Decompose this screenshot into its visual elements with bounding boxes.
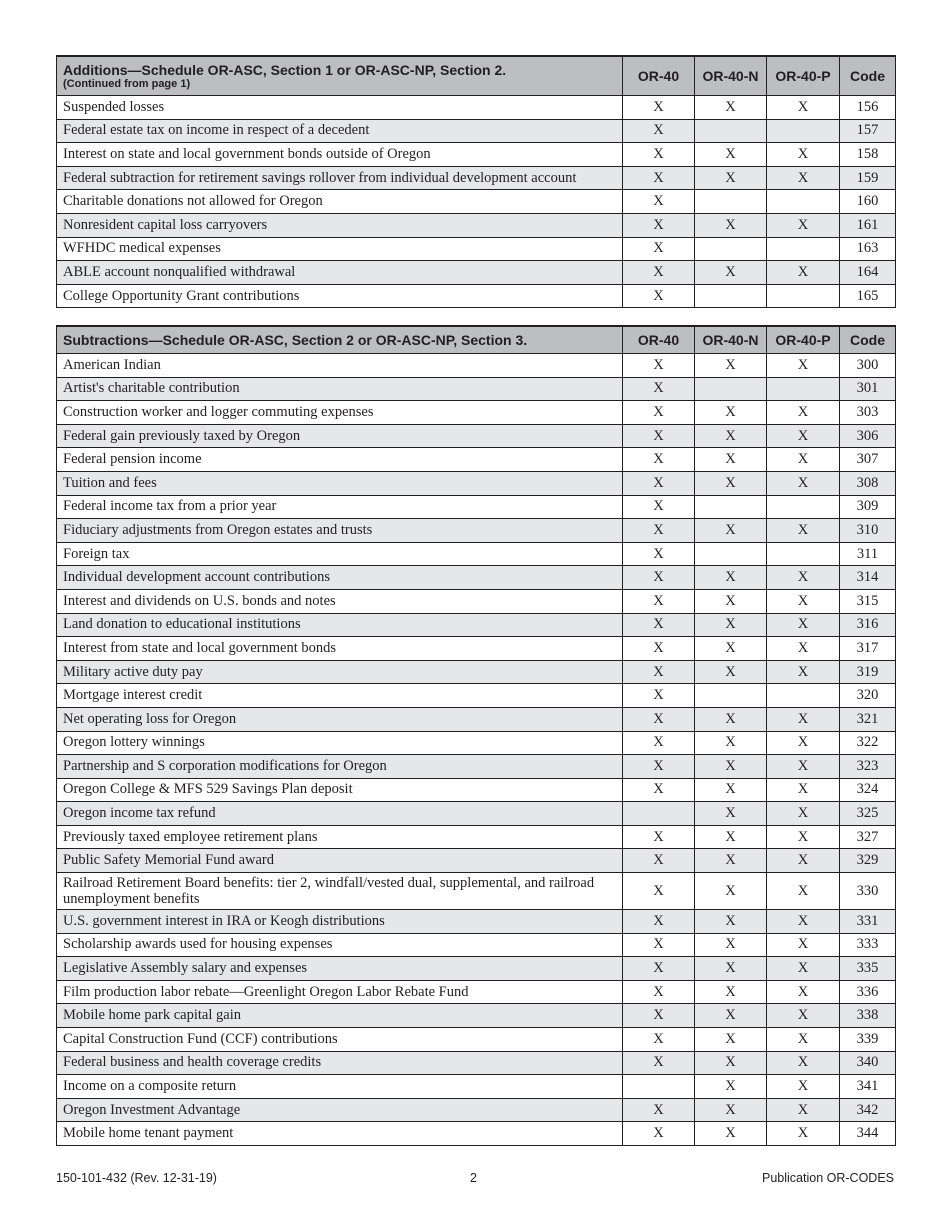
row-or40n-mark: X: [695, 731, 767, 755]
row-or40p-mark: X: [767, 910, 840, 934]
table-row: [57, 613, 896, 637]
table-row: [57, 566, 896, 590]
row-or40-mark: X: [623, 637, 695, 661]
row-or40n-mark: X: [695, 1051, 767, 1075]
column-header-or40: OR-40: [623, 56, 695, 96]
row-description: Construction worker and logger commuting expenses: [57, 401, 623, 425]
column-header-or40n: OR-40-N: [695, 326, 767, 354]
table-row: [57, 190, 896, 214]
row-or40p-mark: X: [767, 613, 840, 637]
row-description: Capital Construction Fund (CCF) contributions: [57, 1028, 623, 1052]
row-or40n-mark: X: [695, 1075, 767, 1099]
row-code: 327: [840, 825, 896, 849]
row-code: 333: [840, 933, 896, 957]
column-header-or40p: OR-40-P: [767, 326, 840, 354]
row-code: 307: [840, 448, 896, 472]
table-row: [57, 589, 896, 613]
row-or40-mark: X: [623, 778, 695, 802]
row-or40n-mark: [695, 284, 767, 308]
row-or40-mark: X: [623, 424, 695, 448]
table-row: [57, 424, 896, 448]
row-code: 163: [840, 237, 896, 261]
row-or40-mark: X: [623, 519, 695, 543]
row-or40n-mark: [695, 684, 767, 708]
row-code: 309: [840, 495, 896, 519]
table-row: [57, 377, 896, 401]
row-or40-mark: X: [623, 849, 695, 873]
table-row: [57, 1122, 896, 1146]
row-code: 322: [840, 731, 896, 755]
row-code: 341: [840, 1075, 896, 1099]
row-description: Mobile home tenant payment: [57, 1122, 623, 1146]
row-or40-mark: X: [623, 213, 695, 237]
subtractions-body: [57, 354, 896, 1146]
row-or40p-mark: X: [767, 933, 840, 957]
row-code: 323: [840, 755, 896, 779]
row-description: Federal pension income: [57, 448, 623, 472]
row-or40n-mark: X: [695, 519, 767, 543]
row-code: 157: [840, 119, 896, 143]
row-or40-mark: X: [623, 873, 695, 910]
row-description: Federal estate tax on income in respect of a decedent: [57, 119, 623, 143]
row-or40p-mark: X: [767, 401, 840, 425]
row-description: Artist's charitable contribution: [57, 377, 623, 401]
row-or40n-mark: X: [695, 1028, 767, 1052]
row-code: 160: [840, 190, 896, 214]
row-or40p-mark: X: [767, 448, 840, 472]
row-or40p-mark: X: [767, 660, 840, 684]
row-description: Partnership and S corporation modifications for Oregon: [57, 755, 623, 779]
row-or40n-mark: X: [695, 849, 767, 873]
row-or40p-mark: X: [767, 589, 840, 613]
row-code: 303: [840, 401, 896, 425]
row-or40n-mark: X: [695, 1122, 767, 1146]
additions-subtitle: (Continued from page 1): [63, 77, 191, 90]
row-or40n-mark: X: [695, 354, 767, 378]
row-or40p-mark: X: [767, 637, 840, 661]
row-or40-mark: X: [623, 566, 695, 590]
row-description: Individual development account contributions: [57, 566, 623, 590]
table-row: [57, 448, 896, 472]
page-number: 2: [470, 1171, 477, 1185]
row-or40-mark: X: [623, 684, 695, 708]
row-code: 329: [840, 849, 896, 873]
table-row: [57, 660, 896, 684]
row-description: Mobile home park capital gain: [57, 1004, 623, 1028]
row-code: 335: [840, 957, 896, 981]
row-or40n-mark: [695, 190, 767, 214]
row-description: Interest from state and local government bonds: [57, 637, 623, 661]
table-row: [57, 802, 896, 826]
row-description: Federal gain previously taxed by Oregon: [57, 424, 623, 448]
row-or40-mark: X: [623, 731, 695, 755]
row-or40n-mark: [695, 377, 767, 401]
row-code: 321: [840, 707, 896, 731]
row-code: 315: [840, 589, 896, 613]
row-or40-mark: X: [623, 1004, 695, 1028]
row-description: College Opportunity Grant contributions: [57, 284, 623, 308]
row-or40p-mark: X: [767, 825, 840, 849]
table-row: [57, 1075, 896, 1099]
table-row: [57, 707, 896, 731]
row-or40p-mark: X: [767, 1098, 840, 1122]
table-row: [57, 213, 896, 237]
row-or40-mark: X: [623, 377, 695, 401]
row-or40p-mark: X: [767, 213, 840, 237]
row-code: 159: [840, 166, 896, 190]
table-row: [57, 755, 896, 779]
row-description: Federal income tax from a prior year: [57, 495, 623, 519]
table-row: [57, 910, 896, 934]
row-or40n-mark: [695, 542, 767, 566]
row-or40p-mark: [767, 377, 840, 401]
row-or40n-mark: X: [695, 143, 767, 167]
row-or40-mark: X: [623, 143, 695, 167]
row-or40-mark: X: [623, 1051, 695, 1075]
row-description: Scholarship awards used for housing expenses: [57, 933, 623, 957]
row-or40n-mark: X: [695, 933, 767, 957]
row-or40p-mark: X: [767, 802, 840, 826]
row-description: Charitable donations not allowed for Oregon: [57, 190, 623, 214]
row-or40-mark: [623, 802, 695, 826]
subtractions-table: [56, 325, 896, 1146]
row-description: Oregon College & MFS 529 Savings Plan deposit: [57, 778, 623, 802]
row-or40p-mark: X: [767, 261, 840, 285]
table-row: [57, 873, 896, 910]
form-number: 150-101-432 (Rev. 12-31-19): [56, 1171, 217, 1185]
row-or40-mark: X: [623, 980, 695, 1004]
row-description: Tuition and fees: [57, 471, 623, 495]
row-code: 165: [840, 284, 896, 308]
row-or40n-mark: X: [695, 873, 767, 910]
row-description: Interest and dividends on U.S. bonds and notes: [57, 589, 623, 613]
row-code: 330: [840, 873, 896, 910]
row-or40-mark: X: [623, 96, 695, 120]
row-or40p-mark: X: [767, 471, 840, 495]
table-row: [57, 119, 896, 143]
row-or40-mark: X: [623, 495, 695, 519]
row-description: Legislative Assembly salary and expenses: [57, 957, 623, 981]
row-or40n-mark: X: [695, 825, 767, 849]
row-description: Federal subtraction for retirement savings rollover from individual development account: [57, 166, 623, 190]
table-row: [57, 637, 896, 661]
row-or40n-mark: X: [695, 448, 767, 472]
table-row: [57, 1004, 896, 1028]
row-description: U.S. government interest in IRA or Keogh distributions: [57, 910, 623, 934]
row-or40n-mark: X: [695, 637, 767, 661]
table-row: [57, 980, 896, 1004]
row-description: Railroad Retirement Board benefits: tier 2, windfall/vested dual, supplemental, and railroad unemployment benefits: [57, 873, 623, 910]
row-description: Income on a composite return: [57, 1075, 623, 1099]
row-or40n-mark: X: [695, 261, 767, 285]
row-or40-mark: X: [623, 825, 695, 849]
row-or40n-mark: X: [695, 166, 767, 190]
additions-body: [57, 96, 896, 308]
row-code: 338: [840, 1004, 896, 1028]
column-header-or40n: OR-40-N: [695, 56, 767, 96]
table-row: [57, 957, 896, 981]
row-description: Net operating loss for Oregon: [57, 707, 623, 731]
table-row: [57, 849, 896, 873]
row-or40p-mark: X: [767, 873, 840, 910]
table-row: [57, 284, 896, 308]
row-or40p-mark: X: [767, 424, 840, 448]
row-or40p-mark: [767, 237, 840, 261]
row-or40p-mark: X: [767, 566, 840, 590]
row-or40p-mark: X: [767, 519, 840, 543]
row-or40p-mark: X: [767, 1122, 840, 1146]
row-or40-mark: X: [623, 755, 695, 779]
row-description: Oregon income tax refund: [57, 802, 623, 826]
row-description: ABLE account nonqualified withdrawal: [57, 261, 623, 285]
row-code: 310: [840, 519, 896, 543]
row-or40p-mark: X: [767, 957, 840, 981]
row-or40p-mark: [767, 190, 840, 214]
row-or40p-mark: X: [767, 755, 840, 779]
row-or40-mark: X: [623, 542, 695, 566]
row-or40n-mark: X: [695, 957, 767, 981]
row-or40n-mark: X: [695, 707, 767, 731]
table-row: [57, 825, 896, 849]
column-header-or40p: OR-40-P: [767, 56, 840, 96]
row-code: 306: [840, 424, 896, 448]
row-or40p-mark: X: [767, 143, 840, 167]
row-or40n-mark: X: [695, 613, 767, 637]
row-description: Interest on state and local government bonds outside of Oregon: [57, 143, 623, 167]
row-or40-mark: X: [623, 1122, 695, 1146]
row-or40n-mark: X: [695, 910, 767, 934]
row-or40p-mark: X: [767, 1075, 840, 1099]
row-or40-mark: X: [623, 284, 695, 308]
row-code: 317: [840, 637, 896, 661]
row-description: Military active duty pay: [57, 660, 623, 684]
table-row: [57, 684, 896, 708]
additions-table: [56, 55, 896, 308]
row-description: American Indian: [57, 354, 623, 378]
row-or40p-mark: [767, 284, 840, 308]
row-code: 161: [840, 213, 896, 237]
row-description: Oregon Investment Advantage: [57, 1098, 623, 1122]
row-description: Oregon lottery winnings: [57, 731, 623, 755]
row-code: 314: [840, 566, 896, 590]
row-code: 344: [840, 1122, 896, 1146]
row-code: 324: [840, 778, 896, 802]
table-row: [57, 778, 896, 802]
row-or40p-mark: X: [767, 707, 840, 731]
row-description: Previously taxed employee retirement plans: [57, 825, 623, 849]
table-row: [57, 1028, 896, 1052]
table-row: [57, 166, 896, 190]
row-code: 320: [840, 684, 896, 708]
row-or40n-mark: X: [695, 589, 767, 613]
row-or40-mark: X: [623, 448, 695, 472]
additions-title: [57, 56, 623, 96]
row-code: 164: [840, 261, 896, 285]
row-or40n-mark: [695, 495, 767, 519]
row-description: Land donation to educational institutions: [57, 613, 623, 637]
column-header-code: Code: [840, 326, 896, 354]
additions-title-text: Additions—Schedule OR-ASC, Section 1 or OR-ASC-NP, Section 2.: [63, 61, 507, 78]
row-or40-mark: X: [623, 261, 695, 285]
row-code: 340: [840, 1051, 896, 1075]
row-or40n-mark: X: [695, 1004, 767, 1028]
table-row: [57, 542, 896, 566]
row-or40p-mark: X: [767, 849, 840, 873]
table-row: [57, 519, 896, 543]
row-or40-mark: X: [623, 933, 695, 957]
row-or40p-mark: [767, 542, 840, 566]
row-code: 311: [840, 542, 896, 566]
row-description: Foreign tax: [57, 542, 623, 566]
row-or40p-mark: X: [767, 354, 840, 378]
row-or40n-mark: X: [695, 471, 767, 495]
row-or40n-mark: X: [695, 755, 767, 779]
row-or40n-mark: X: [695, 213, 767, 237]
row-or40p-mark: X: [767, 96, 840, 120]
row-code: 158: [840, 143, 896, 167]
row-code: 336: [840, 980, 896, 1004]
row-code: 339: [840, 1028, 896, 1052]
row-or40-mark: X: [623, 166, 695, 190]
row-or40-mark: X: [623, 589, 695, 613]
row-or40p-mark: X: [767, 1004, 840, 1028]
row-or40p-mark: [767, 495, 840, 519]
row-or40-mark: X: [623, 1098, 695, 1122]
column-header-code: Code: [840, 56, 896, 96]
row-or40-mark: X: [623, 660, 695, 684]
row-or40p-mark: X: [767, 731, 840, 755]
row-or40p-mark: X: [767, 778, 840, 802]
row-or40-mark: X: [623, 1028, 695, 1052]
row-or40p-mark: X: [767, 980, 840, 1004]
row-or40-mark: X: [623, 707, 695, 731]
row-description: Public Safety Memorial Fund award: [57, 849, 623, 873]
table-row: [57, 495, 896, 519]
table-row: [57, 401, 896, 425]
row-or40n-mark: X: [695, 401, 767, 425]
row-code: 301: [840, 377, 896, 401]
publication-name: Publication OR-CODES: [762, 1171, 894, 1185]
row-or40p-mark: [767, 684, 840, 708]
additions-header-row: [57, 56, 896, 96]
row-or40-mark: X: [623, 613, 695, 637]
row-description: Nonresident capital loss carryovers: [57, 213, 623, 237]
column-header-or40: OR-40: [623, 326, 695, 354]
row-or40-mark: X: [623, 190, 695, 214]
row-code: 300: [840, 354, 896, 378]
row-or40p-mark: [767, 119, 840, 143]
row-or40-mark: X: [623, 910, 695, 934]
row-or40n-mark: X: [695, 778, 767, 802]
table-row: [57, 471, 896, 495]
row-or40p-mark: X: [767, 166, 840, 190]
table-row: [57, 143, 896, 167]
row-or40-mark: X: [623, 119, 695, 143]
row-or40-mark: X: [623, 237, 695, 261]
row-or40-mark: X: [623, 354, 695, 378]
row-description: Mortgage interest credit: [57, 684, 623, 708]
table-row: [57, 1051, 896, 1075]
row-code: 316: [840, 613, 896, 637]
row-description: Film production labor rebate—Greenlight Oregon Labor Rebate Fund: [57, 980, 623, 1004]
table-row: [57, 96, 896, 120]
row-or40n-mark: X: [695, 980, 767, 1004]
row-description: Federal business and health coverage credits: [57, 1051, 623, 1075]
row-description: Fiduciary adjustments from Oregon estates and trusts: [57, 519, 623, 543]
table-row: [57, 354, 896, 378]
row-or40-mark: [623, 1075, 695, 1099]
row-or40n-mark: X: [695, 566, 767, 590]
row-code: 342: [840, 1098, 896, 1122]
subtractions-header-row: [57, 326, 896, 354]
row-description: Suspended losses: [57, 96, 623, 120]
row-code: 308: [840, 471, 896, 495]
row-or40n-mark: X: [695, 424, 767, 448]
row-code: 319: [840, 660, 896, 684]
row-or40n-mark: [695, 119, 767, 143]
row-or40n-mark: [695, 237, 767, 261]
row-or40n-mark: X: [695, 802, 767, 826]
table-row: [57, 933, 896, 957]
row-or40n-mark: X: [695, 1098, 767, 1122]
table-row: [57, 237, 896, 261]
row-or40-mark: X: [623, 471, 695, 495]
row-code: 331: [840, 910, 896, 934]
row-description: WFHDC medical expenses: [57, 237, 623, 261]
row-or40p-mark: X: [767, 1028, 840, 1052]
row-or40p-mark: X: [767, 1051, 840, 1075]
row-code: 325: [840, 802, 896, 826]
table-row: [57, 1098, 896, 1122]
row-code: 156: [840, 96, 896, 120]
subtractions-title: Subtractions—Schedule OR-ASC, Section 2 or OR-ASC-NP, Section 3.: [57, 326, 623, 354]
row-or40n-mark: X: [695, 660, 767, 684]
table-row: [57, 261, 896, 285]
row-or40-mark: X: [623, 401, 695, 425]
row-or40n-mark: X: [695, 96, 767, 120]
table-row: [57, 731, 896, 755]
row-or40-mark: X: [623, 957, 695, 981]
